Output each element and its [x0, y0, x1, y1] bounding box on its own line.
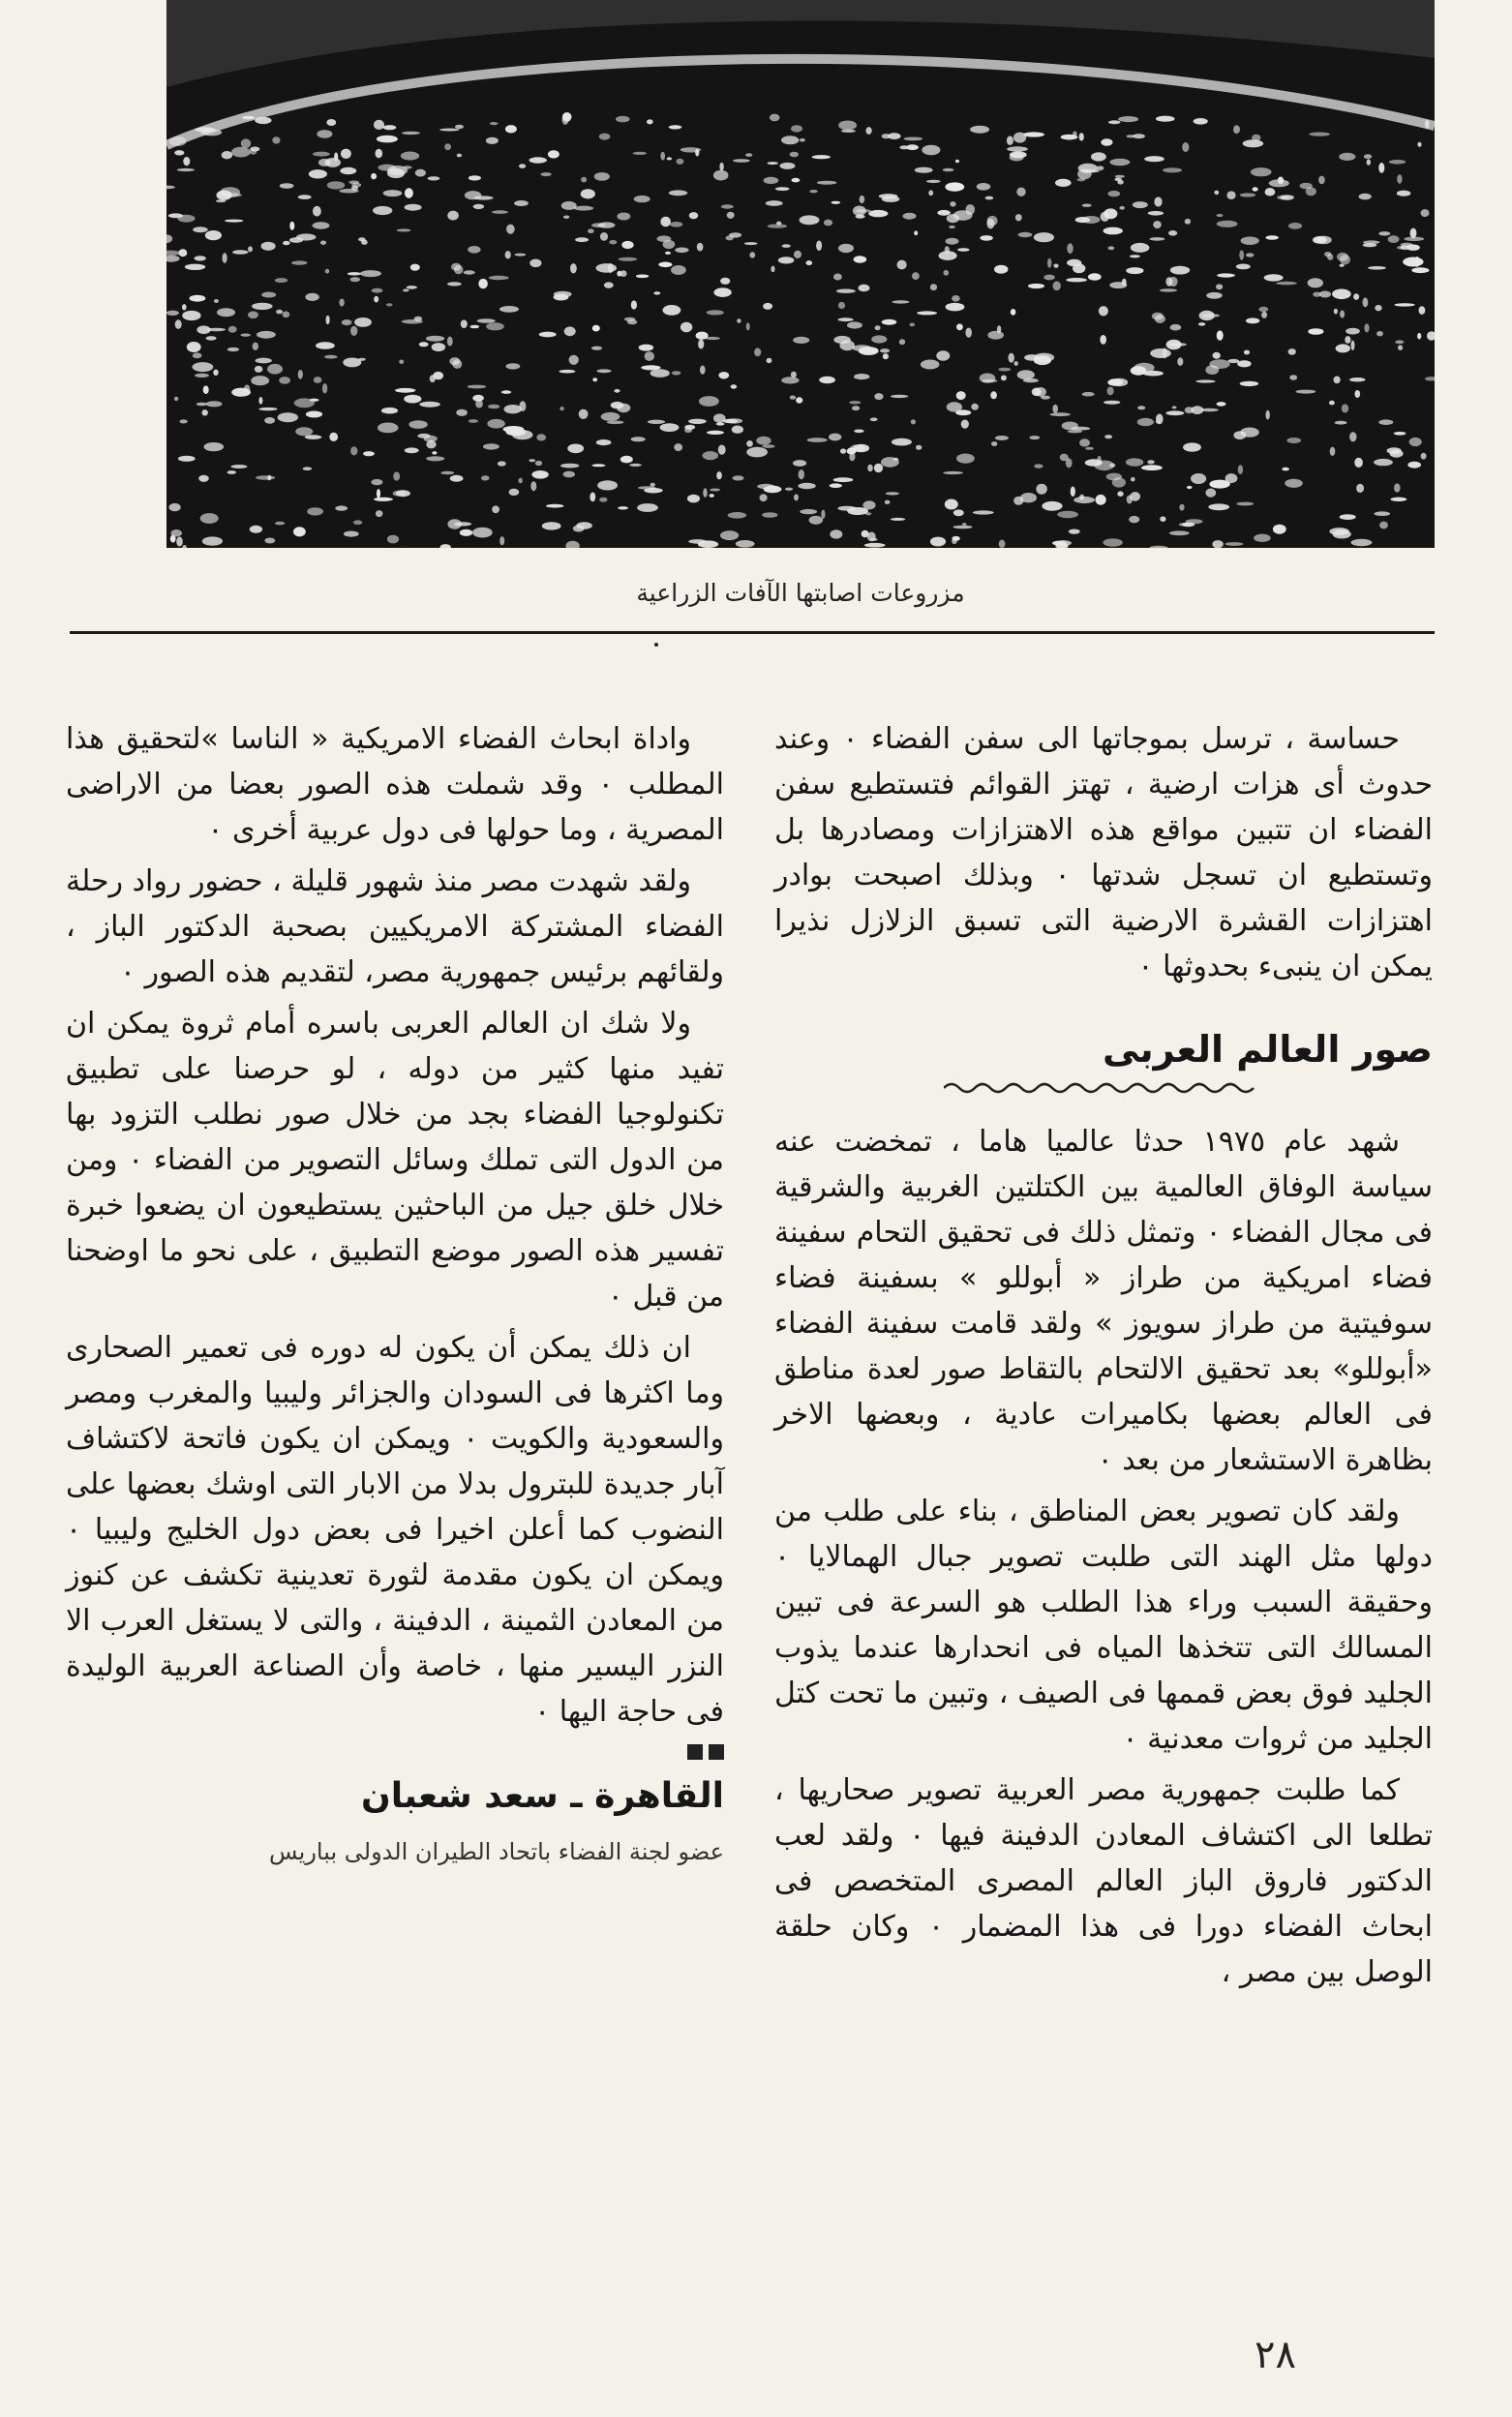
intro-paragraph: حساسة ، ترسل بموجاتها الى سفن الفضاء ٠ وعند حدوث أى هزات ارضية ، تهتز القوائم فتستطيع سفن الفضاء ان تتبين مواقع هذه الاهتزازات ومصادرها بل وتستطيع ان تسجل شدتها ٠ وبذلك اصبحت بوادر اهتزازات القشرة الارضية التى تسبق الزلازل نذيرا يمكن ان ينبىء بحدوثها ٠ — [774, 722, 1433, 983]
left-column — [66, 716, 724, 1875]
left-paragraph-3: ولا شك ان العالم العربى باسره أمام ثروة يمكن ان تفيد منها كثير من دوله ، لو حرصنا على تطبيق تكنولوجيا الفضاء بجد من خلال صور نطلب التزود بها من الدول التى تملك وسائل التصوير من الفضاء ٠ ومن خلال خلق جيل من الباحثين يستطيعون ان يضعوا خبرة تفسير هذه الصور موضع التطبيق ، على نحو ما اوضحنا من قبل ٠ — [66, 1007, 724, 1314]
section-paragraph-1: شهد عام ١٩٧٥ حدثا عالميا هاما ، تمخضت عنه سياسة الوفاق العالمية بين الكتلتين الغربية والشرقية فى مجال الفضاء ٠ وتمثل ذلك فى تحقيق التحام سفينة فضاء امريكية من طراز « أبوللو » بسفينة فضاء سوفيتية من طراز سويوز » ولقد قامت سفينة الفضاء «أبوللو» بعد تحقيق الالتحام بالتقاط صور لعدة مناطق فى العالم بعضها بكاميرات عادية ، وبعضها الاخر بظاهرة الاستشعار من بعد ٠ — [774, 1125, 1433, 1477]
section-heading: صور العالم العربى — [1102, 1028, 1433, 1071]
author-byline: القاهرة ـ سعد شعبان — [361, 1776, 724, 1816]
section-paragraph-2: ولقد كان تصوير بعض المناطق ، بناء على طلب من دولها مثل الهند التى طلبت تصوير جبال الهمالايا ٠ وحقيقة السبب وراء هذا الطلب هو السرعة فى تبين المسالك التى تتخذها المياه فى انحدارها عندما يذوب الجليد فوق بعض قممها فى الصيف ، وتبين ما تحت كتل الجليد من ثروات معدنية ٠ — [774, 1495, 1433, 1756]
heading-underline — [944, 1078, 1263, 1098]
left-paragraph-4: ان ذلك يمكن أن يكون له دوره فى تعمير الصحارى وما اكثرها فى السودان والجزائر وليبيا والمغرب ومصر والسعودية والكويت ٠ ويمكن ان يكون فاتحة لاكتشاف آبار جديدة للبترول بدلا من الابار التى اوشك بعضها على النضوب كما أعلن اخيرا فى بعض دول الخليج وليبيا ٠ ويمكن ان يكون مقدمة لثورة تعدينية تكشف عن كنوز من المعادن الثمينة ، الدفينة ، والتى لا يستغل العرب الا النزر اليسير منها ، خاصة وأن الصناعة العربية الوليدة فى حاجة اليها ٠ — [66, 1331, 724, 1729]
crop-photo — [166, 0, 1435, 548]
section-paragraph-3: كما طلبت جمهورية مصر العربية تصوير صحاريها ، تطلعا الى اكتشاف المعادن الدفينة فيها ٠ ولقد لعب الدكتور فاروق الباز العالم المصرى المتخصص فى ابحاث الفضاء دورا فى هذا المضمار ٠ وكان حلقة الوصل بين مصر ، — [774, 1773, 1434, 1989]
end-of-article-mark — [66, 1744, 724, 1760]
crop-photo-image — [166, 0, 1435, 548]
author-affiliation: عضو لجنة الفضاء باتحاد الطيران الدولى بباريس — [269, 1838, 724, 1865]
photo-caption: مزروعات اصابتها الآفات الزراعية — [636, 579, 965, 607]
right-column — [774, 716, 1433, 2001]
caption-divider — [70, 631, 1435, 634]
left-paragraph-1: واداة ابحاث الفضاء الامريكية « الناسا »لتحقيق هذا المطلب ٠ وقد شملت هذه الصور بعضا من الاراضى المصرية ، وما حولها فى دول عربية أخرى ٠ — [66, 722, 725, 847]
page-number: ٢٨ — [1255, 2333, 1296, 2377]
left-paragraph-2: ولقد شهدت مصر منذ شهور قليلة ، حضور رواد رحلة الفضاء المشتركة الامريكيين بصحبة الدكتور الباز ، ولقائهم برئيس جمهورية مصر، لتقديم هذه الصور ٠ — [66, 864, 724, 989]
ornament-dot — [654, 643, 658, 647]
